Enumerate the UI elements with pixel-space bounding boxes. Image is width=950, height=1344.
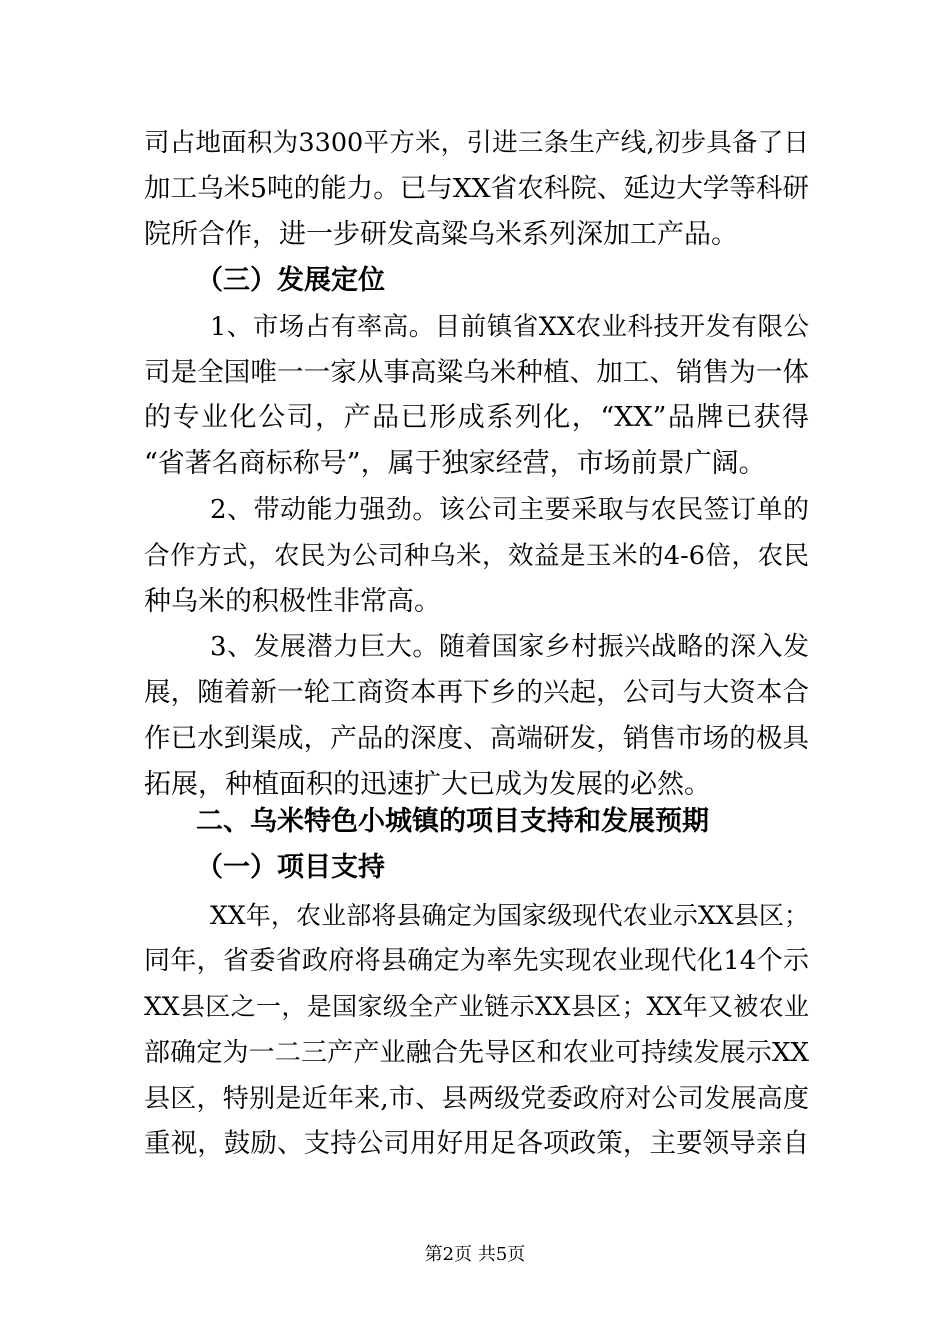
body-text-line: 作已水到渠成，产品的深度、高端研发，销售市场的极具 [144,723,809,754]
body-text-line: 展，随着新一轮工商资本再下乡的兴起，公司与大资本合 [144,677,809,708]
body-text-line: 部确定为一二三产产业融合先导区和农业可持续发展示XX [144,1038,809,1068]
body-text-line: 司占地面积为3300平方米，引进三条生产线,初步具备了日 [144,128,809,158]
body-text-line: 种乌米的积极性非常高。 [144,586,441,617]
body-text-line: 重视，鼓励、支持公司用好用足各项政策，主要领导亲自 [144,1128,809,1159]
body-text-line: 院所合作，进一步研发高粱乌米系列深加工产品。 [144,219,738,250]
body-text-line: 拓展，种植面积的迅速扩大已成为发展的必然。 [144,769,711,800]
body-text-line: 县区，特别是近年来,市、县两级党委政府对公司发展高度 [144,1084,809,1114]
page-footer [0,1243,950,1267]
section-heading-development-positioning: （三）发展定位 [196,265,385,296]
body-text-line: “省著名商标称号”，属于独家经营，市场前景广阔。 [144,448,766,479]
section-heading-project-support: （一）项目支持 [196,852,385,883]
body-text-line: 同年，省委省政府将县确定为率先实现农业现代化14个示 [144,946,809,976]
page-number-label: 第2页 共5页 [424,1244,526,1265]
body-text-line: XX年，农业部将县确定为国家级现代农业示XX县区； [210,901,809,930]
section-heading-two: 二、乌米特色小城镇的项目支持和发展预期 [196,806,709,837]
body-text-line: XX县区之一，是国家级全产业链示XX县区；XX年又被农业 [144,992,809,1021]
body-text-line: 3、发展潜力巨大。随着国家乡村振兴战略的深入发 [210,632,809,662]
body-text-line: 合作方式，农民为公司种乌米，效益是玉米的4-6倍，农民 [144,541,809,571]
body-text-line: 加工乌米5吨的能力。已与XX省农科院、延边大学等科研 [144,173,809,204]
body-text-line: 1、市场占有率高。目前镇省XX农业科技开发有限公 [210,312,809,342]
body-text-line: 的专业化公司，产品已形成系列化，“XX”品牌已获得 [144,402,809,433]
body-text-line: 2、带动能力强劲。该公司主要采取与农民签订单的 [210,495,809,525]
body-text-line: 司是全国唯一一家从事高粱乌米种植、加工、销售为一体 [144,357,809,388]
